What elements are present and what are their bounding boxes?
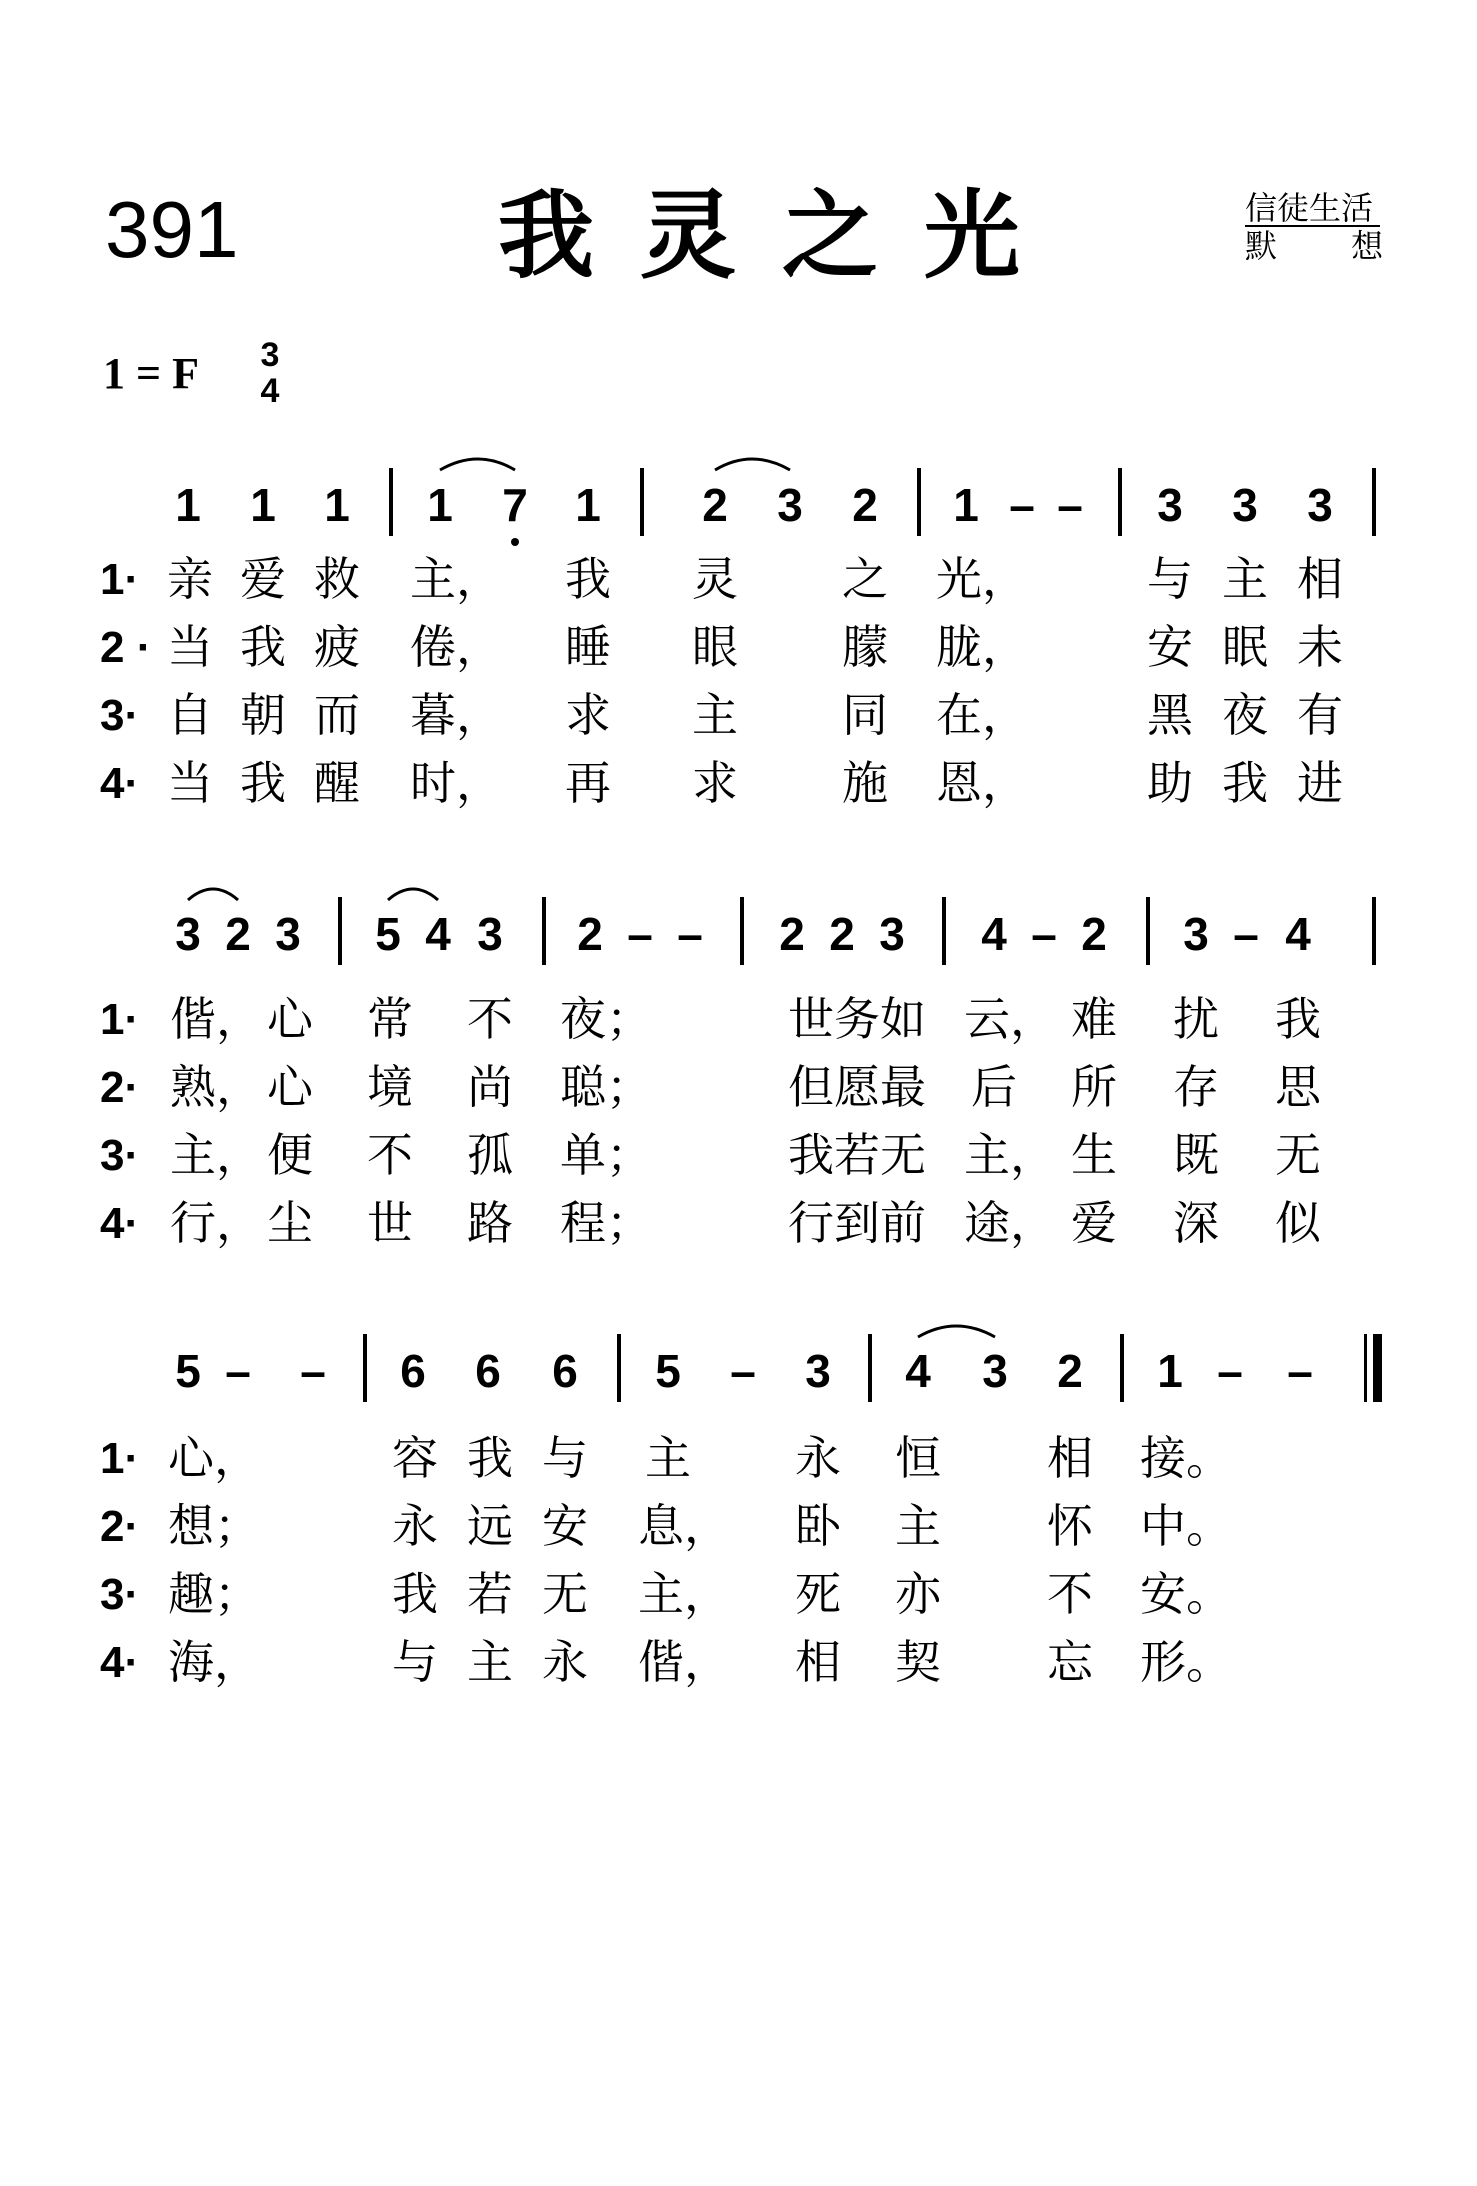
lyric: 黑 bbox=[1147, 688, 1193, 742]
note: 3 bbox=[982, 1345, 1008, 1397]
lyric: 不 bbox=[1047, 1567, 1093, 1621]
verse-number: 1· bbox=[100, 995, 140, 1044]
lyric: 难 bbox=[1071, 992, 1117, 1046]
hymn-title: 我灵之光 bbox=[498, 179, 1066, 292]
lyric: 胧， bbox=[936, 620, 1028, 674]
verse-number: 1· bbox=[100, 1434, 140, 1483]
lyric: 无 bbox=[542, 1567, 588, 1621]
lyric: 远 bbox=[467, 1499, 513, 1553]
note: 3 bbox=[1157, 479, 1183, 531]
hymn-number: 391 bbox=[105, 185, 239, 274]
lyric: 行到前 bbox=[788, 1196, 926, 1250]
dash: – bbox=[627, 908, 653, 960]
lyric: 似 bbox=[1275, 1196, 1321, 1250]
lyric: 我 bbox=[240, 756, 286, 810]
lyric: 求 bbox=[565, 688, 611, 742]
note: 1 bbox=[427, 479, 453, 531]
verse-number: 4· bbox=[100, 1638, 140, 1687]
lyric: 救 bbox=[314, 552, 360, 606]
lyric: 相 bbox=[1047, 1431, 1093, 1485]
lyric: 尘 bbox=[267, 1196, 313, 1250]
lyric: 而 bbox=[314, 688, 360, 742]
lyric: 主 bbox=[467, 1635, 513, 1689]
lyric: 与 bbox=[542, 1431, 588, 1485]
lyric: 主 bbox=[1222, 552, 1268, 606]
note: 1 bbox=[1157, 1345, 1183, 1397]
note: 3 bbox=[1307, 479, 1333, 531]
verse-number: 4· bbox=[100, 759, 140, 808]
lyric: 不 bbox=[367, 1128, 413, 1182]
note: 3 bbox=[1183, 908, 1209, 960]
lyric: 思 bbox=[1275, 1060, 1321, 1114]
lyric: 扰 bbox=[1173, 992, 1219, 1046]
lyric: 我 bbox=[1222, 756, 1268, 810]
lyric: 但愿最 bbox=[788, 1060, 926, 1114]
note: 2 bbox=[702, 479, 728, 531]
note: 3 bbox=[477, 908, 503, 960]
time-signature-top: 3 bbox=[260, 336, 280, 374]
note: 4 bbox=[905, 1345, 931, 1397]
note: 1 bbox=[250, 479, 276, 531]
lyric: 主 bbox=[895, 1499, 941, 1553]
note: 2 bbox=[577, 908, 603, 960]
lyric: 中。 bbox=[1140, 1499, 1232, 1553]
lyric: 不 bbox=[467, 992, 513, 1046]
lyric: 爱 bbox=[240, 552, 286, 606]
note: 2 bbox=[225, 908, 251, 960]
lyric: 夜 bbox=[1222, 688, 1268, 742]
lyric: 深 bbox=[1173, 1196, 1219, 1250]
slur bbox=[918, 1326, 995, 1337]
lyric: 夜； bbox=[560, 992, 652, 1046]
lyric: 境 bbox=[367, 1060, 413, 1114]
lyric: 行， bbox=[170, 1196, 262, 1250]
lyric: 常 bbox=[367, 992, 413, 1046]
lyric: 主 bbox=[692, 688, 738, 742]
lyric: 主， bbox=[638, 1567, 730, 1621]
lyric: 主， bbox=[410, 552, 502, 606]
lyric: 相 bbox=[1297, 552, 1343, 606]
lyric: 生 bbox=[1071, 1128, 1117, 1182]
verse-number: 3· bbox=[100, 1131, 140, 1180]
note: 5 bbox=[375, 908, 401, 960]
lyric: 怀 bbox=[1047, 1499, 1093, 1553]
lyric: 形。 bbox=[1140, 1635, 1232, 1689]
lyric: 程； bbox=[560, 1196, 652, 1250]
note: 4 bbox=[981, 908, 1007, 960]
lyric: 偕， bbox=[638, 1635, 730, 1689]
lyric: 同 bbox=[842, 688, 888, 742]
note: 1 bbox=[575, 479, 601, 531]
lyric: 助 bbox=[1147, 756, 1193, 810]
lyric: 求 bbox=[692, 756, 738, 810]
lyric: 世 bbox=[367, 1196, 413, 1250]
verse-number: 3· bbox=[100, 691, 140, 740]
lyric: 朝 bbox=[240, 688, 286, 742]
lyric: 偕， bbox=[170, 992, 262, 1046]
lyric: 施 bbox=[842, 756, 888, 810]
lyric: 便 bbox=[267, 1128, 313, 1182]
lyric: 亲 bbox=[167, 552, 213, 606]
lyric: 眠 bbox=[1222, 620, 1268, 674]
note: 2 bbox=[779, 908, 805, 960]
lyric: 尚 bbox=[467, 1060, 513, 1114]
dash: – bbox=[677, 908, 703, 960]
note: 6 bbox=[552, 1345, 578, 1397]
lyric: 主， bbox=[170, 1128, 262, 1182]
lyric: 想； bbox=[168, 1499, 260, 1553]
lyric: 趣； bbox=[168, 1567, 260, 1621]
lyric: 睡 bbox=[565, 620, 611, 674]
lyric: 安。 bbox=[1140, 1567, 1232, 1621]
dash: – bbox=[730, 1345, 756, 1397]
lyric: 世务如 bbox=[788, 992, 926, 1046]
note: 1 bbox=[324, 479, 350, 531]
lyric: 我若无 bbox=[788, 1128, 926, 1182]
verse-number: 4· bbox=[100, 1199, 140, 1248]
lower-octave-dot bbox=[511, 538, 519, 546]
dash: – bbox=[1031, 908, 1057, 960]
lyric: 我 bbox=[240, 620, 286, 674]
key-signature: 1 = F bbox=[103, 349, 199, 398]
lyric: 卧 bbox=[795, 1499, 841, 1553]
note: 7 bbox=[502, 479, 528, 531]
lyric: 永 bbox=[795, 1431, 841, 1485]
verse-number: 2 · bbox=[100, 623, 152, 672]
lyric: 容 bbox=[392, 1431, 438, 1485]
lyric: 光， bbox=[936, 552, 1028, 606]
lyric: 单； bbox=[560, 1128, 652, 1182]
lyric: 孤 bbox=[467, 1128, 513, 1182]
note: 4 bbox=[425, 908, 451, 960]
lyric: 相 bbox=[795, 1635, 841, 1689]
note: 2 bbox=[852, 479, 878, 531]
dash: – bbox=[1287, 1345, 1313, 1397]
note: 4 bbox=[1285, 908, 1311, 960]
lyric: 安 bbox=[542, 1499, 588, 1553]
note: 3 bbox=[879, 908, 905, 960]
lyric: 进 bbox=[1297, 756, 1343, 810]
lyric: 契 bbox=[895, 1635, 941, 1689]
lyric: 灵 bbox=[692, 552, 738, 606]
lyric: 后 bbox=[971, 1060, 1017, 1114]
lyric: 时， bbox=[410, 756, 502, 810]
lyric: 有 bbox=[1297, 688, 1343, 742]
lyric: 路 bbox=[467, 1196, 513, 1250]
lyric: 永 bbox=[542, 1635, 588, 1689]
lyric: 醒 bbox=[314, 756, 360, 810]
lyric: 途， bbox=[964, 1196, 1056, 1250]
time-signature-bottom: 4 bbox=[260, 372, 280, 410]
dash: – bbox=[1217, 1345, 1243, 1397]
lyric: 亦 bbox=[895, 1567, 941, 1621]
lyric: 倦， bbox=[410, 620, 502, 674]
lyric: 当 bbox=[167, 620, 213, 674]
lyric: 再 bbox=[565, 756, 611, 810]
note: 1 bbox=[175, 479, 201, 531]
source-line-1: 信徒生活 bbox=[1245, 189, 1374, 227]
lyric: 我 bbox=[1275, 992, 1321, 1046]
slur bbox=[715, 459, 790, 470]
lyric: 云， bbox=[964, 992, 1056, 1046]
lyric: 忘 bbox=[1047, 1635, 1093, 1689]
lyric: 未 bbox=[1297, 620, 1343, 674]
slur bbox=[188, 889, 238, 900]
lyric: 心 bbox=[267, 1060, 313, 1114]
dash: – bbox=[225, 1345, 251, 1397]
lyric: 自 bbox=[167, 688, 213, 742]
source-line-2: 默 想 bbox=[1245, 227, 1416, 265]
lyric: 心 bbox=[267, 992, 313, 1046]
lyric: 当 bbox=[167, 756, 213, 810]
lyric: 熟， bbox=[170, 1060, 262, 1114]
lyric: 眼 bbox=[692, 620, 738, 674]
dash: – bbox=[300, 1345, 326, 1397]
note: 3 bbox=[777, 479, 803, 531]
lyric: 所 bbox=[1071, 1060, 1117, 1114]
dash: – bbox=[1009, 479, 1035, 531]
lyric: 我 bbox=[467, 1431, 513, 1485]
lyric: 与 bbox=[392, 1635, 438, 1689]
lyric: 主， bbox=[964, 1128, 1056, 1182]
lyric: 我 bbox=[565, 552, 611, 606]
dash: – bbox=[1057, 479, 1083, 531]
note: 3 bbox=[1232, 479, 1258, 531]
slur bbox=[388, 889, 438, 900]
note: 2 bbox=[829, 908, 855, 960]
lyric: 无 bbox=[1275, 1128, 1321, 1182]
verse-number: 3· bbox=[100, 1570, 140, 1619]
note: 3 bbox=[275, 908, 301, 960]
lyric: 朦 bbox=[842, 620, 888, 674]
slur bbox=[440, 459, 515, 470]
lyric: 安 bbox=[1147, 620, 1193, 674]
note: 3 bbox=[805, 1345, 831, 1397]
lyric: 在， bbox=[936, 688, 1028, 742]
note: 6 bbox=[475, 1345, 501, 1397]
verse-number: 2· bbox=[100, 1063, 140, 1112]
note: 2 bbox=[1081, 908, 1107, 960]
note: 6 bbox=[400, 1345, 426, 1397]
lyric: 心， bbox=[168, 1431, 260, 1485]
lyric: 海， bbox=[168, 1635, 260, 1689]
lyric: 聪； bbox=[560, 1060, 652, 1114]
lyric: 主 bbox=[645, 1431, 691, 1485]
lyric: 之 bbox=[842, 552, 888, 606]
note: 1 bbox=[953, 479, 979, 531]
lyric: 既 bbox=[1173, 1128, 1219, 1182]
lyric: 永 bbox=[392, 1499, 438, 1553]
lyric: 若 bbox=[467, 1567, 513, 1621]
lyric: 疲 bbox=[314, 620, 360, 674]
lyric: 死 bbox=[795, 1567, 841, 1621]
lyric: 存 bbox=[1173, 1060, 1219, 1114]
note: 3 bbox=[175, 908, 201, 960]
lyric: 我 bbox=[392, 1567, 438, 1621]
note: 2 bbox=[1057, 1345, 1083, 1397]
lyric: 接。 bbox=[1140, 1431, 1232, 1485]
lyric: 息， bbox=[638, 1499, 730, 1553]
lyric: 恩， bbox=[936, 756, 1028, 810]
lyric: 与 bbox=[1147, 552, 1193, 606]
note: 5 bbox=[175, 1345, 201, 1397]
lyric: 爱 bbox=[1071, 1196, 1117, 1250]
verse-number: 1· bbox=[100, 555, 140, 604]
verse-number: 2· bbox=[100, 1502, 140, 1551]
lyric: 暮， bbox=[410, 688, 502, 742]
lyric: 恒 bbox=[895, 1431, 941, 1485]
note: 5 bbox=[655, 1345, 681, 1397]
dash: – bbox=[1233, 908, 1259, 960]
